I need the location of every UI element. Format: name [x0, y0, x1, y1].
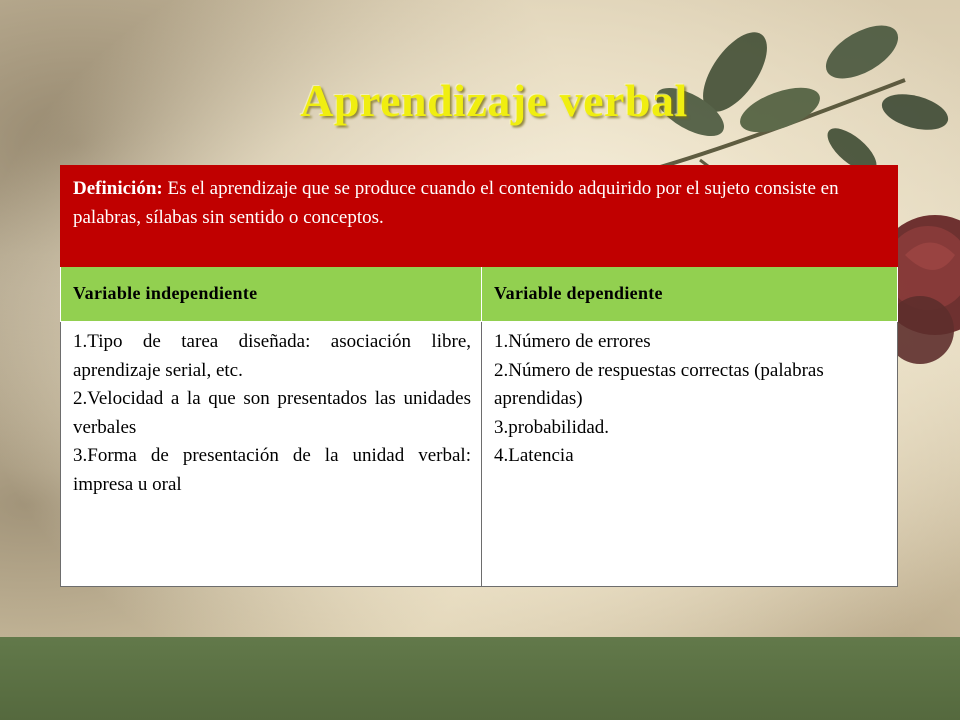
column-header-independent: Variable independiente	[61, 267, 482, 322]
list-item: 2.Número de respuestas correctas (palabras aprendidas)	[494, 359, 824, 409]
list-item: 1.Tipo de tarea diseñada: asociación libre, aprendizaje serial, etc.	[73, 331, 471, 381]
list-item: 4.Latencia	[494, 445, 574, 466]
definition-label: Definición:	[73, 178, 163, 199]
content-row	[61, 322, 898, 587]
definition-text: Es el aprendizaje que se produce cuando el contenido adquirido por el sujeto consiste en palabras, sílabas sin sentido o conceptos.	[73, 178, 839, 228]
variables-table	[60, 165, 898, 587]
definition-cell	[61, 166, 898, 267]
list-item: 2.Velocidad a la que son presentados las unidades verbales	[73, 388, 471, 438]
definition-row	[61, 166, 898, 267]
list-item: 1.Número de errores	[494, 331, 651, 352]
footer-band	[0, 637, 960, 720]
header-row	[61, 267, 898, 322]
list-item: 3.probabilidad.	[494, 416, 610, 438]
list-item: 3.Forma de presentación de la unidad verbal: impresa u oral	[73, 445, 471, 495]
dependent-variables-cell	[482, 322, 898, 587]
page-title: Aprendizaje verbal	[300, 75, 688, 126]
independent-variables-cell	[61, 322, 482, 587]
column-header-dependent: Variable dependiente	[482, 267, 898, 322]
